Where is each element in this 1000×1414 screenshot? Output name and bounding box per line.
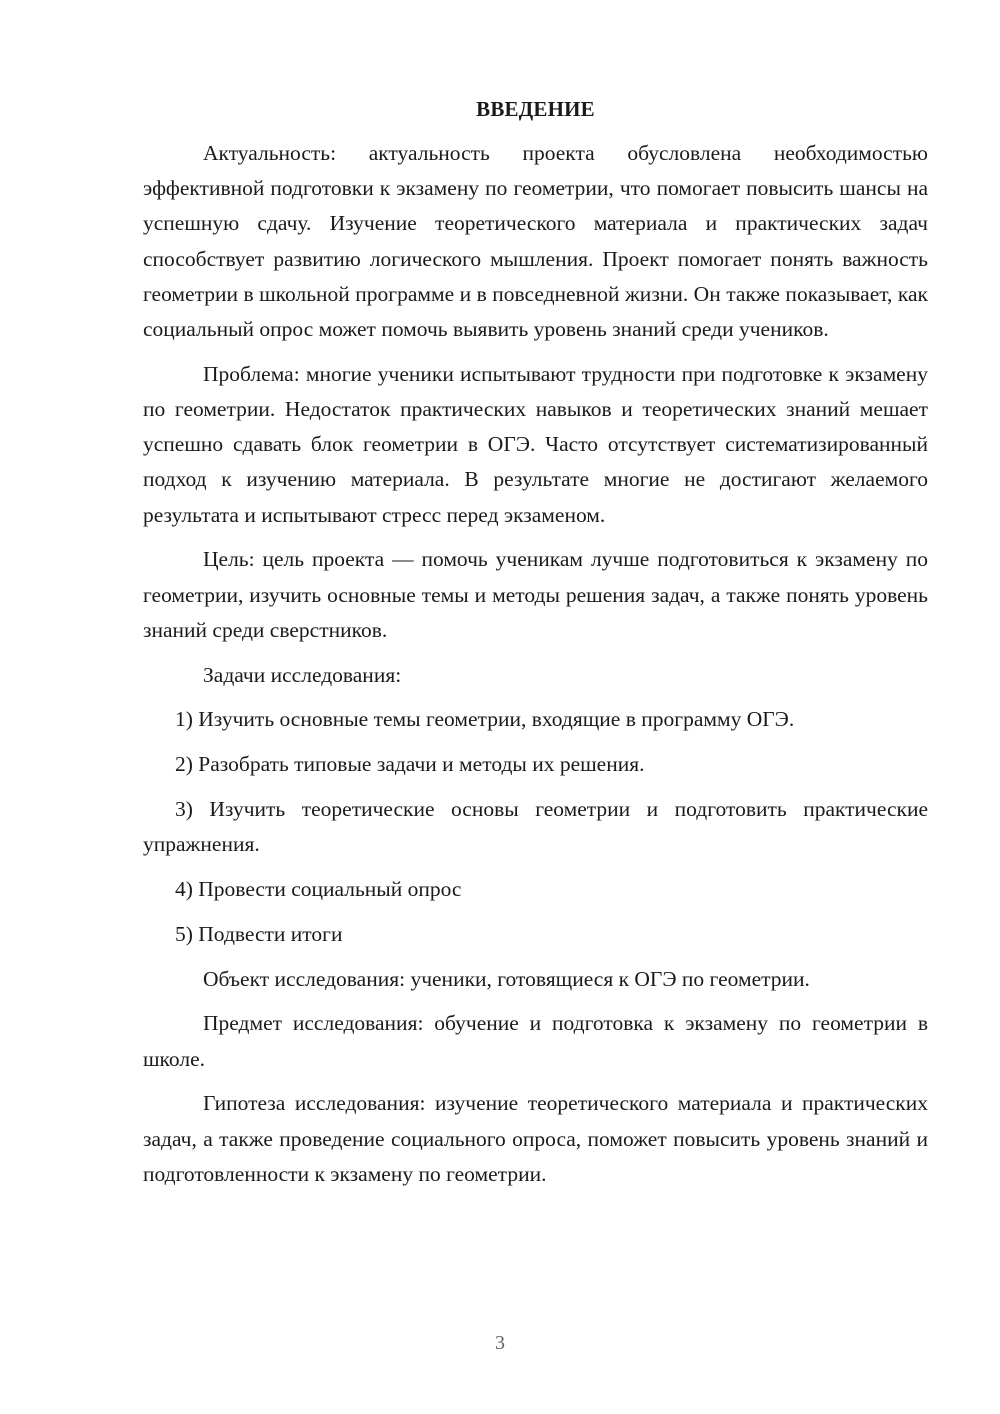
task-item: 3) Изучить теоретические основы геометрии и подготовить практические упражнения. — [143, 797, 928, 857]
page-number: 3 — [495, 1332, 505, 1354]
task-item: 1) Изучить основные темы геометрии, входящие в программу ОГЭ. — [175, 707, 795, 732]
paragraph-relevance: Актуальность: актуальность проекта обусловлена необходимостью эффективной подготовки к экзамену по геометрии, что помогает повысить шансы на успешную сдачу. Изучение теоретического материала и практических задач способствует развитию логического мышления. Проект помогает понять важность геометрии в школьной программе и в повседневной жизни. Он также показывает, как социальный опрос может помочь выявить уровень знаний среди учеников. — [143, 141, 928, 342]
paragraph-subject: Предмет исследования: обучение и подготовка к экзамену по геометрии в школе. — [143, 1011, 928, 1071]
paragraph-object: Объект исследования: ученики, готовящиеся к ОГЭ по геометрии. — [203, 966, 810, 991]
section-title: ВВЕДЕНИЕ — [476, 97, 595, 121]
document-page — [143, 92, 928, 1202]
task-item: 4) Провести социальный опрос — [175, 877, 462, 902]
paragraph-hypothesis: Гипотеза исследования: изучение теоретического материала и практических задач, а также проведение социального опроса, поможет повысить уровень знаний и подготовленности к экзамену по геометрии. — [143, 1091, 928, 1186]
task-item: 5) Подвести итоги — [175, 921, 343, 946]
tasks-heading: Задачи исследования: — [203, 662, 402, 687]
paragraph-goal: Цель: цель проекта — помочь ученикам лучше подготовиться к экзамену по геометрии, изучить основные темы и методы решения задач, а также понять уровень знаний среди сверстников. — [143, 547, 928, 642]
task-item: 2) Разобрать типовые задачи и методы их решения. — [175, 752, 645, 777]
paragraph-problem: Проблема: многие ученики испытывают трудности при подготовке к экзамену по геометрии. Недостаток практических навыков и теоретических знаний мешает успешно сдавать блок геометрии в ОГЭ. Часто отсутствует систематизированный подход к изучению материала. В результате многие не достигают желаемого результата и испытывают стресс перед экзаменом. — [143, 361, 928, 527]
